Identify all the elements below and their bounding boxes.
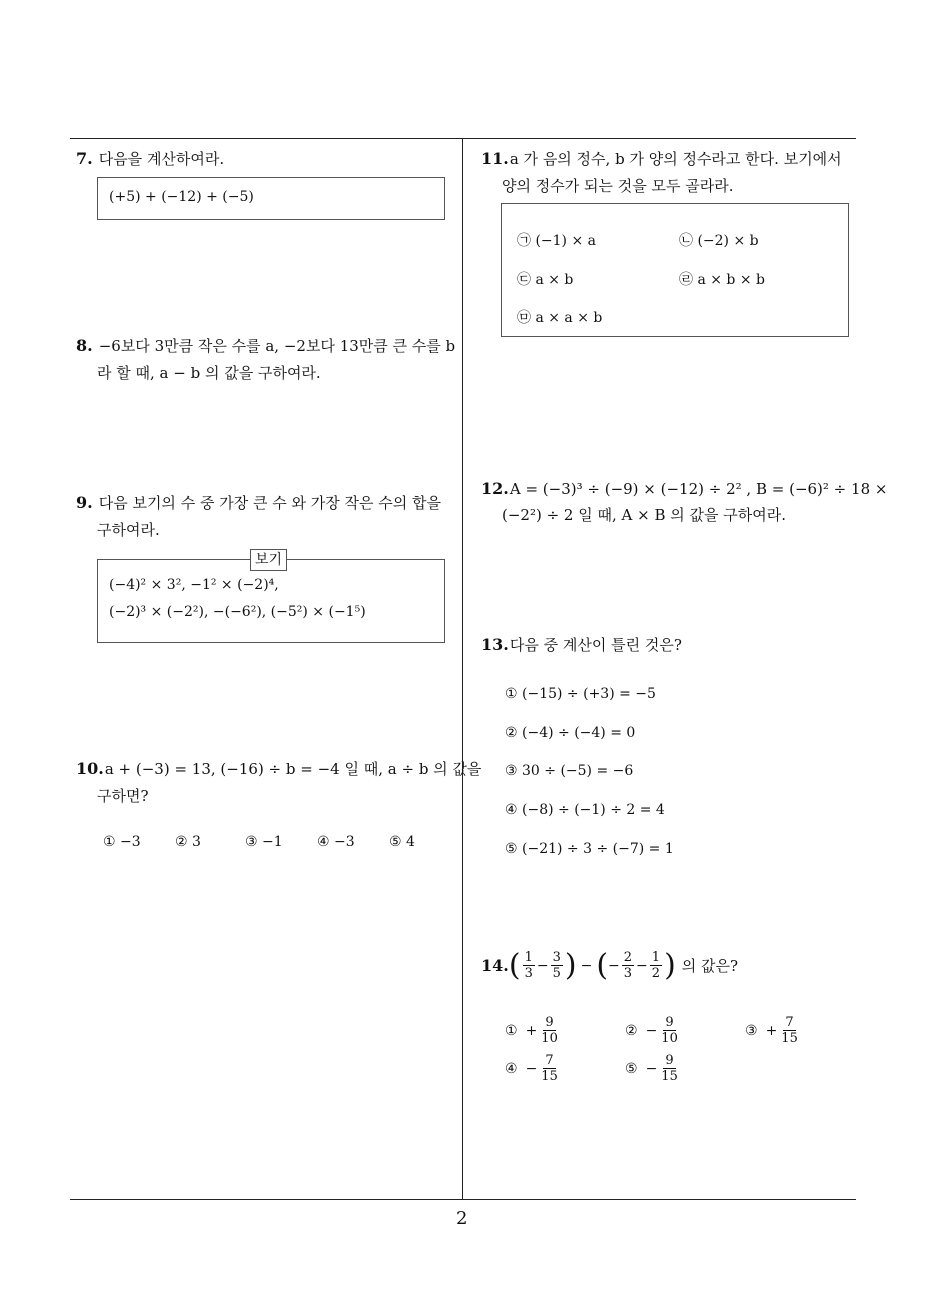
minus-sign: − <box>580 957 593 974</box>
question-11-line1 <box>481 149 842 169</box>
expression: (+5) + (−12) + (−5) <box>109 189 254 205</box>
bogi-item-3: ㉢ a × b <box>517 272 574 288</box>
question-10-line1 <box>76 759 481 779</box>
choice-5: ⑤ (−21) ÷ 3 ÷ (−7) = 1 <box>505 841 674 857</box>
question-number: 9. <box>76 493 93 512</box>
choice-1: ① + $\frac{9}{10}$ <box>505 1015 558 1046</box>
minus-sign: − <box>608 957 620 974</box>
question-text: a 가 음의 정수, b 가 양의 정수라고 한다. 보기에서 <box>509 150 842 168</box>
question-text: a + (−3) = 13, (−16) ÷ b = −4 일 때, a ÷ b 의 값을 <box>104 760 482 778</box>
bottom-rule <box>70 1199 856 1200</box>
bogi-box <box>97 559 445 643</box>
bogi-item-4: ㉣ a × b × b <box>679 272 765 288</box>
question-prompt: 다음 중 계산이 틀린 것은? <box>509 636 682 654</box>
question-number: 12. <box>481 479 509 498</box>
question-7 <box>76 149 224 169</box>
question-11-line2: 양의 정수가 되는 것을 모두 골라라. <box>502 177 734 195</box>
choice-5: ⑤ 4 <box>389 834 415 850</box>
question-10-line2: 구하면? <box>97 787 149 805</box>
choice-3: ③ 30 ÷ (−5) = −6 <box>505 763 634 779</box>
bogi-label: 보기 <box>250 549 287 571</box>
bogi-item-5: ㉤ a × a × b <box>517 310 603 326</box>
fraction: $\frac{3}{5}$ <box>552 950 561 981</box>
question-number: 14. <box>481 955 509 975</box>
choice-4: ④ (−8) ÷ (−1) ÷ 2 = 4 <box>505 802 665 818</box>
choice-4: ④ −3 <box>317 834 355 850</box>
question-text: 다음 보기의 수 중 가장 큰 수 와 가장 작은 수의 합을 <box>98 494 441 512</box>
open-paren: ( <box>508 947 521 983</box>
bogi-item-2: ㉡ (−2) × b <box>679 233 759 249</box>
choice-2: ② − $\frac{9}{10}$ <box>625 1015 678 1046</box>
choice-3: ③ + $\frac{7}{15}$ <box>745 1015 798 1046</box>
bogi-line-2: (−2)³ × (−2²), −(−6²), (−5²) × (−1⁵) <box>109 604 366 620</box>
bogi-line-1: (−4)² × 3², −1² × (−2)⁴, <box>109 577 279 593</box>
question-number: 13. <box>481 635 509 654</box>
column-divider <box>462 139 463 1200</box>
question-number: 7. <box>76 149 93 168</box>
question-12-line2: (−2²) ÷ 2 일 때, A × B 의 값을 구하여라. <box>502 506 786 524</box>
choice-2: ② 3 <box>175 834 201 850</box>
choice-3: ③ −1 <box>245 834 283 850</box>
close-paren: ) <box>564 947 577 983</box>
question-prompt: 다음을 계산하여라. <box>98 150 225 168</box>
question-13 <box>481 635 682 655</box>
bogi-item-1: ㉠ (−1) × a <box>517 233 596 249</box>
question-number: 8. <box>76 336 93 355</box>
question-9-line1 <box>76 493 441 513</box>
question-12-line1 <box>481 479 887 499</box>
minus-sign: − <box>636 957 648 974</box>
fraction: $\frac{1}{2}$ <box>651 950 661 981</box>
choice-1: ① −3 <box>103 834 141 850</box>
question-9-line2: 구하여라. <box>97 521 160 539</box>
top-rule <box>70 138 856 139</box>
question-text: −6보다 3만큼 작은 수를 a, −2보다 13만큼 큰 수를 b <box>98 337 456 355</box>
question-suffix: 의 값은? <box>681 956 739 975</box>
fraction: $\frac{1}{3}$ <box>524 950 533 981</box>
choice-5: ⑤ − $\frac{9}{15}$ <box>625 1053 678 1084</box>
question-8-line2: 라 할 때, a − b 의 값을 구하여라. <box>97 364 321 382</box>
question-14 <box>481 947 739 983</box>
question-8-line1 <box>76 336 455 356</box>
open-paren: ( <box>596 947 609 983</box>
choice-4: ④ − $\frac{7}{15}$ <box>505 1053 558 1084</box>
choice-1: ① (−15) ÷ (+3) = −5 <box>505 686 656 702</box>
question-number: 10. <box>76 759 104 778</box>
question-number: 11. <box>481 149 509 168</box>
close-paren: ) <box>664 947 676 983</box>
fraction: $\frac{2}{3}$ <box>623 950 633 981</box>
page-number: 2 <box>456 1208 468 1229</box>
choice-2: ② (−4) ÷ (−4) = 0 <box>505 725 636 741</box>
minus-sign: − <box>536 957 549 974</box>
question-text: A = (−3)³ ÷ (−9) × (−12) ÷ 2² , B = (−6)² ÷ 18 × <box>509 480 888 498</box>
